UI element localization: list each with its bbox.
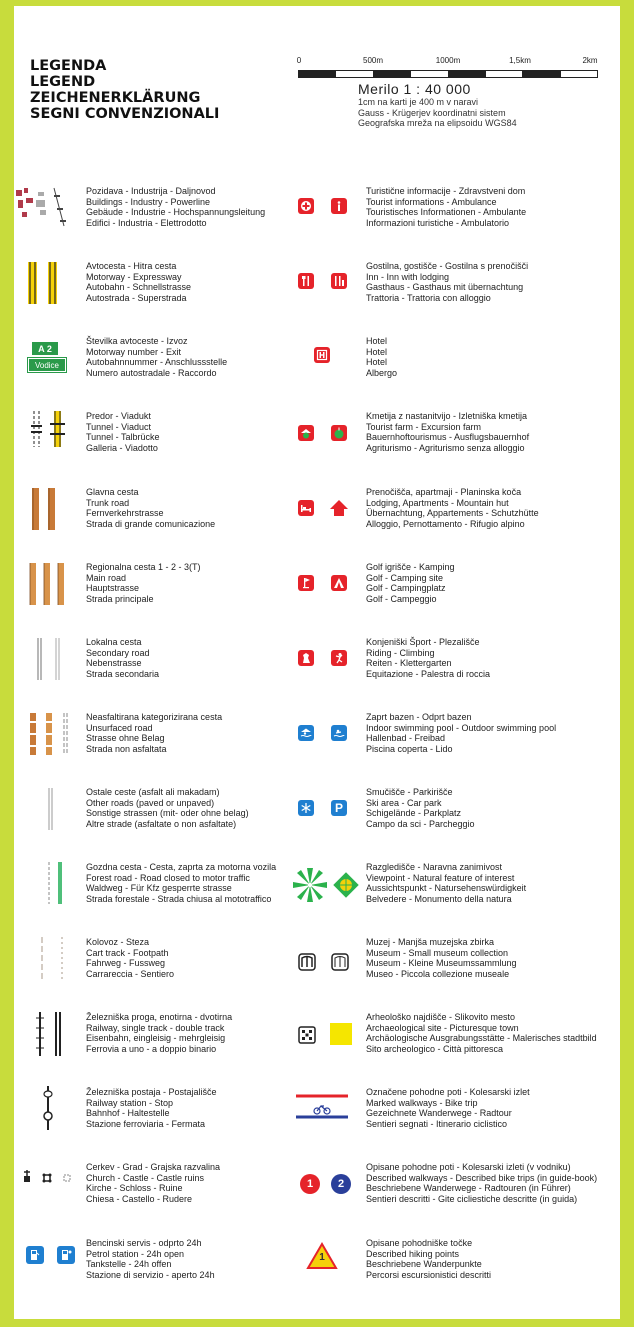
exit-sign: Vodice (28, 358, 66, 372)
legend-entry-inn: Gostilna, gostišče - Gostilna s prenočišči Inn - Inn with lodging Gasthaus - Gasthaus mit übernachtung Trattoria - Trattoria con alloggio (366, 261, 529, 303)
outdoor-pool-icon (331, 725, 347, 741)
camping-icon (331, 575, 347, 591)
climber-icon (333, 652, 345, 664)
riding-icon (298, 650, 314, 666)
hotel-h-icon (316, 349, 328, 361)
scale-note-1: 1cm na karti je 400 m v naravi (358, 97, 479, 107)
medical-cross-icon (300, 200, 312, 212)
archaeological-site-icon (298, 1026, 316, 1044)
secondary-road-symbol (34, 638, 64, 680)
horse-icon (300, 652, 312, 664)
excursion-farm-icon (331, 425, 347, 441)
unsurfaced-road-symbol (28, 713, 74, 755)
museum-icon (298, 953, 316, 971)
railway-symbol (34, 1012, 64, 1056)
inn-lodging-icon (331, 273, 347, 289)
fork-knife-icon (300, 275, 312, 287)
indoor-swimmer-icon (300, 727, 312, 739)
viewpoint-icon (291, 866, 329, 904)
fork-knife-bed-icon (333, 275, 345, 287)
apple-icon (332, 426, 346, 440)
forest-road-symbol (46, 862, 66, 904)
hiking-point-number: 1 (319, 1252, 325, 1263)
fuel-pump-24h-icon (60, 1249, 72, 1261)
legend-entry-church: Cerkev - Grad - Grajska razvalina Church - Castle - Castle ruins Kirche - Schloss - Ruine Chiesa - Castello - Rudere (86, 1162, 221, 1204)
petrol-station-icon (26, 1246, 44, 1264)
legend-entry-main-road: Regionalna cesta 1 - 2 - 3(T) Main road Hauptstrasse Strada principale (86, 562, 201, 604)
ambulance-icon (298, 198, 314, 214)
cart-track-symbol (38, 937, 68, 979)
legend-entry-museum: Muzej - Manjša muzejska zbirka Museum - Small museum collection Museum - Kleine Museumssammlung Museo - Piccola collezione museale (366, 937, 517, 979)
legend-entry-motorway-number: Številka avtoceste - Izvoz Motorway number - Exit Autobahnnummer - Anschlussstelle Numero autostradale - Raccordo (86, 336, 228, 378)
other-road-symbol (46, 788, 56, 830)
scale-note-3: Geografska mreža na elipsoidu WGS84 (358, 118, 517, 128)
legend-entry-ski-area: Smučišče - Parkirišče Ski area - Car park Schigelände - Parkplatz Campo da sci - Parcheggio (366, 787, 475, 829)
buildings-symbol (14, 186, 68, 228)
golf-icon (298, 575, 314, 591)
legend-entry-railway: Železniška proga, enotirna - dvotirna Railway, single track - double track Eisenbahn, eingleisig - mehrgleisig Ferrovia a uno - a doppio binario (86, 1012, 233, 1054)
picturesque-town-symbol (330, 1023, 352, 1045)
legend-entry-viewpoint: Razgledišče - Naravna zanimivost Viewpoint - Natural feature of interest Aussichtspunkt - Natursehenswürdigkeit Belvedere - Monumento della natura (366, 862, 527, 904)
legend-entry-secondary-road: Lokalna cesta Secondary road Nebenstrasse Strada secondaria (86, 637, 160, 679)
legend-entry-hotel: Hotel Hotel Hotel Albergo (366, 336, 398, 378)
legend-entry-tunnel: Predor - Viadukt Tunnel - Viaduct Tunnel - Talbrücke Galleria - Viadotto (86, 411, 160, 453)
marked-walkways-symbol (296, 1090, 348, 1124)
described-bike-trip-number: 2 (331, 1174, 351, 1194)
natural-feature-icon (333, 872, 359, 898)
railway-station-symbol (40, 1086, 60, 1130)
ski-area-icon (298, 800, 314, 816)
legend-entry-petrol-station: Bencinski servis - odprto 24h Petrol station - 24h open Tankstelle - 24h offen Stazione di servizio - aperto 24h (86, 1238, 215, 1280)
mountain-hut-icon (329, 499, 349, 517)
legend-entry-lodging: Prenočišča, apartmaji - Planinska koča Lodging, Apartments - Mountain hut Übernachtung, Appartements - Schutzhütte Alloggio, Pernottamento - Rifugio alpino (366, 487, 539, 529)
legend-entry-buildings: Pozidava - Industrija - Daljnovod Buildings - Industry - Powerline Gebäude - Industrie - Hochspannungsleitung Edifici - Industria - Elettrodotto (86, 186, 266, 228)
motorway-symbol (26, 262, 62, 304)
farm-house-icon (299, 426, 313, 440)
scale-ticks: 0 500m 1000m 1,5km 2km (296, 56, 598, 65)
lodging-icon (298, 500, 314, 516)
tent-icon (333, 577, 345, 589)
main-road-symbol (28, 563, 72, 605)
scale-note-2: Gauss - Krügerjev koordinatni sistem (358, 107, 506, 118)
legend-entry-riding: Konjeniški Šport - Plezališče Riding - Climbing Reiten - Klettergarten Equitazione - Palestra di roccia (366, 637, 491, 679)
legend-title: LEGENDA LEGEND ZEICHENERKLÄRUNG SEGNI CONVENZIONALI (30, 58, 220, 122)
legend-entry-railway-station: Železniška postaja - Postajališče Railway station - Stop Bahnhof - Haltestelle Stazione ferroviaria - Fermata (86, 1087, 217, 1129)
swimmer-icon (333, 727, 345, 739)
tourist-info-icon (331, 198, 347, 214)
scale-block (298, 56, 598, 129)
inn-icon (298, 273, 314, 289)
hotel-icon (314, 347, 330, 363)
car-park-icon: P (331, 800, 347, 816)
described-walkway-number: 1 (300, 1174, 320, 1194)
trunk-road-symbol (30, 488, 60, 530)
snowflake-icon (300, 802, 312, 814)
legend-entry-golf: Golf igrišče - Kamping Golf - Camping site Golf - Campingplatz Golf - Campeggio (366, 562, 455, 604)
legend-entry-marked-walkways: Označene pohodne poti - Kolesarski izlet Marked walkways - Bike trip Gezeichnete Wanderwege - Radtour Sentieri segnati - Itinerario ciclistico (366, 1087, 530, 1129)
legend-entry-unsurfaced-road: Neasfaltirana kategorizirana cesta Unsurfaced road Strasse ohne Belag Strada non asfaltata (86, 712, 223, 754)
small-museum-icon (331, 953, 349, 971)
motorway-number-badge: A 2 (32, 342, 58, 355)
fuel-pump-icon (29, 1249, 41, 1261)
info-icon (333, 200, 345, 212)
legend-entry-forest-road: Gozdna cesta - Cesta, zaprta za motorna vozila Forest road - Road closed to motor traffic Waldweg - Für Kfz gesperrte strasse Strada forestale - Strada chiusa al mototraffico (86, 862, 277, 904)
legend-entry-motorway: Avtocesta - Hitra cesta Motorway - Expressway Autobahn - Schnellstrasse Autostrada - Superstrada (86, 261, 192, 303)
legend-entry-trunk-road: Glavna cesta Trunk road Fernverkehrstrasse Strada di grande comunicazione (86, 487, 216, 529)
legend-entry-other-roads: Ostale ceste (asfalt ali makadam) Other roads (paved or unpaved) Sonstige strassen (mit- oder ohne belag) Altre strade (asfaltate o non asfaltate) (86, 787, 249, 829)
scale-bar (298, 70, 598, 78)
petrol-station-24h-icon (57, 1246, 75, 1264)
legend-entry-described-walkways: Opisane pohodne poti - Kolesarski izleti (v vodniku) Described walkways - Described bike trips (in guide-book) Beschriebene Wanderwege - Radtouren (in Führer) Sentieri descritti - Gite cicliestiche descritte (in guida) (366, 1162, 598, 1204)
legend-entry-cart-track: Kolovoz - Steza Cart track - Footpath Fahrweg - Fussweg Carrareccia - Sentiero (86, 937, 175, 979)
legend-entry-archaeological-site: Arheološko najdišče - Slikovito mesto Archaeological site - Picturesque town Archäologische Ausgrabungsstätte - Malerisches stadtbild Sito archeologico - Città pittoresca (366, 1012, 597, 1054)
tunnel-viaduct-symbol (28, 411, 68, 447)
legend-entry-tourist-farm: Kmetija z nastanitvijo - Izletniška kmetija Tourist farm - Excursion farm Bauernhoftourismus - Ausflugsbauernhof Agriturismo - Agriturismo senza alloggio (366, 411, 530, 453)
legend-entry-swimming-pool: Zaprt bazen - Odprt bazen Indoor swimming pool - Outdoor swimming pool Hallenbad - Freibad Piscina coperta - Lido (366, 712, 557, 754)
indoor-pool-icon (298, 725, 314, 741)
scale-ratio: Merilo 1 : 40 000 (358, 81, 471, 97)
bed-icon (300, 502, 312, 514)
tourist-farm-icon (298, 425, 314, 441)
church-castle-ruins-symbol (20, 1168, 76, 1190)
legend-entry-tourist-info: Turistične informacije - Zdravstveni dom Tourist informations - Ambulance Touristisches Informationen - Ambulante Informazioni turistiche - Ambulatorio (366, 186, 527, 228)
legend-entry-hiking-points: Opisane pohodniške točke Described hiking points Beschriebene Wanderpunkte Percorsi escursionistici descritti (366, 1238, 492, 1280)
climbing-icon (331, 650, 347, 666)
golf-flag-icon (300, 577, 312, 589)
